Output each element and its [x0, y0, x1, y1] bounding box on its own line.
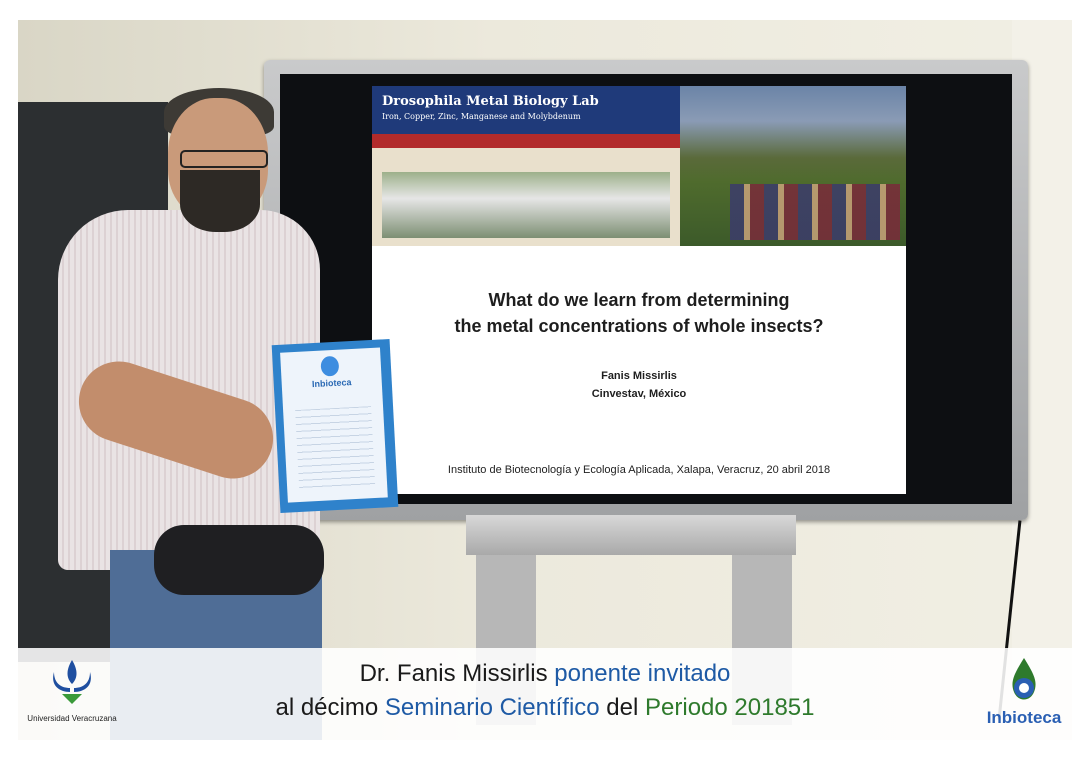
certificate-text-lines	[295, 406, 375, 490]
inbioteca-logo	[982, 656, 1066, 736]
building-photo	[382, 172, 670, 238]
certificate-logo-text: Inbioteca	[311, 377, 352, 390]
inbioteca-logo-text: Inbioteca	[986, 708, 1062, 727]
slide-banner	[372, 86, 680, 246]
lab-subtitle: Iron, Copper, Zinc, Manganese and Molybdenum	[382, 112, 581, 121]
caption-line-1	[18, 660, 1072, 688]
caption-period: Periodo 201851	[645, 694, 815, 721]
event-photo	[18, 20, 1072, 740]
lab-title: Drosophila Metal Biology Lab	[382, 94, 599, 109]
presentation-slide	[372, 86, 906, 494]
people-group	[730, 184, 900, 240]
slide-institute-line: Instituto de Biotecnología y Ecología Aplicada, Xalapa, Veracruz, 20 abril 2018	[447, 464, 831, 476]
group-photo	[680, 86, 906, 246]
slide-question-line-1: What do we learn from determining	[488, 290, 790, 310]
certificate-paper	[280, 348, 388, 503]
belt-bag	[154, 525, 324, 595]
presenter-beard	[180, 170, 260, 232]
caption-speaker-name: Dr. Fanis Missirlis	[359, 660, 548, 687]
caption-role: ponente invitado	[547, 660, 731, 687]
uv-logo-text: Universidad Veracruzana	[27, 714, 117, 723]
certificate-folder	[272, 339, 399, 513]
caption-line-2	[18, 694, 1072, 722]
slide-question-line-2: the metal concentrations of whole insects?	[454, 316, 824, 336]
slide-author-affiliation: Cinvestav, México	[591, 388, 687, 400]
slide-author-name: Fanis Missirlis	[601, 370, 677, 382]
caption-strip	[18, 648, 1072, 740]
presenter-glasses	[180, 150, 268, 168]
inbioteca-drop-icon	[1000, 656, 1048, 706]
caption-event: Seminario Científico	[384, 694, 600, 721]
monitor-stand	[466, 515, 796, 555]
inbioteca-drop-icon	[320, 356, 339, 377]
caption-mid: del	[599, 694, 646, 721]
caption-prefix: al décimo	[275, 694, 385, 721]
